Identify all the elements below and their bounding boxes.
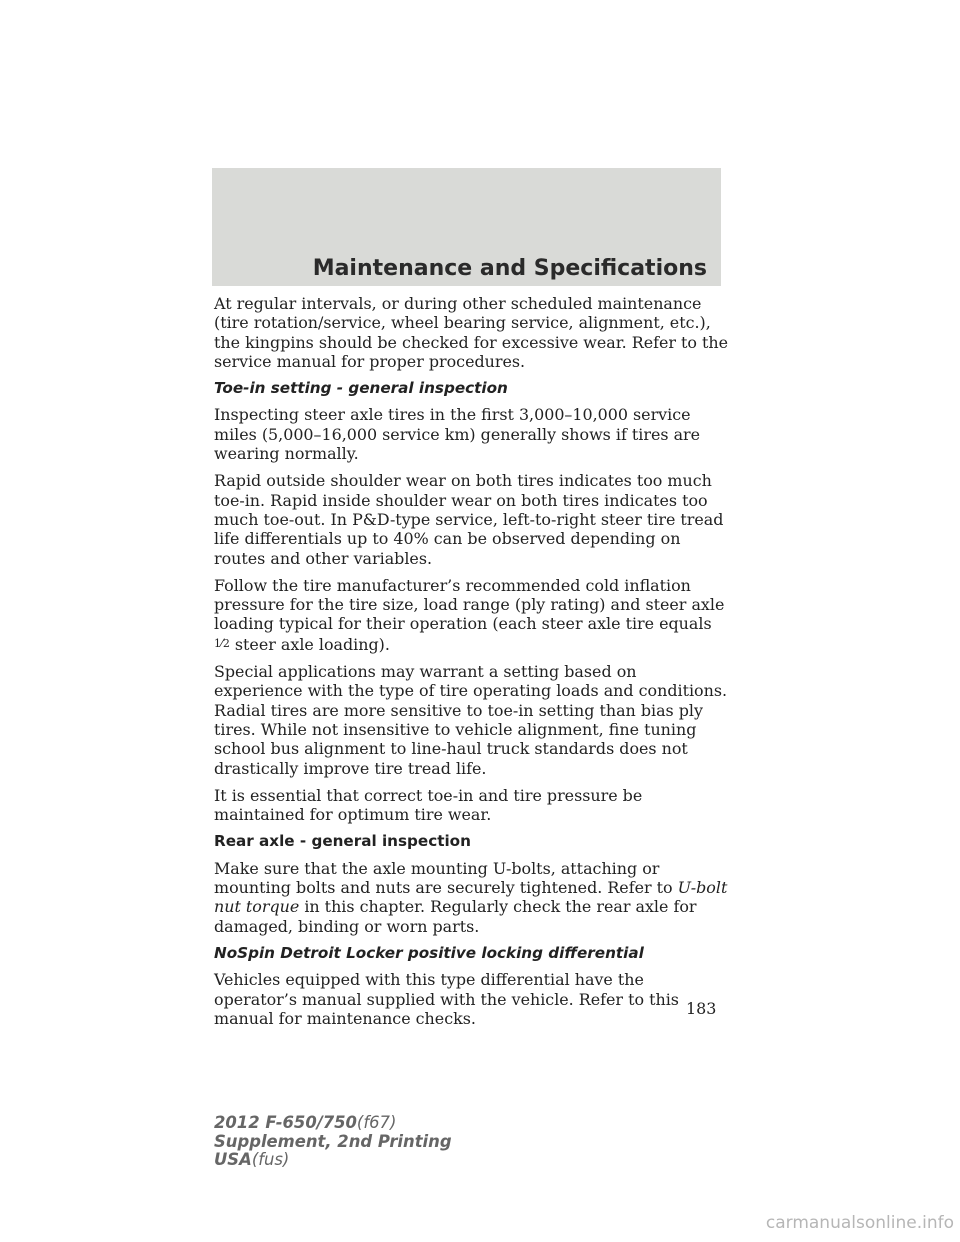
heading-toe-in: Toe-in setting - general inspection [214,379,508,398]
page-body [214,294,730,1036]
paragraph-special-applications: Special applications may warrant a setting based on experience with the type of tire operating loads and conditions. Radial tires are more sensitive to toe-in setting than bias ply tires. While not insensitive to vehicle alignment, fine tuning school bus alignment to line-haul truck standards does not drastically improve tire tread life. [214,662,728,778]
paragraph-inflation [214,576,730,654]
paragraph-nospin: Vehicles equipped with this type differential have the operator’s manual supplied with the vehicle. Refer to this manual for maintenance checks. [214,970,679,1028]
footer-market: USA [214,1150,252,1169]
paragraph-rear-axle [214,859,730,936]
rear-axle-text-end: in this chapter. Regularly check the rear axle for damaged, binding or worn parts. [214,897,697,936]
inflation-text-end: steer axle loading). [229,634,390,654]
footer-line-market [214,1151,452,1170]
heading-rear-axle: Rear axle - general inspection [214,832,471,851]
section-header-band [212,168,721,286]
footer-market-code: (fus) [251,1150,290,1169]
footer-line-supplement: Supplement, 2nd Printing [214,1131,452,1151]
ubolt-torque-reference: U-bolt nut torque [214,878,728,917]
document-footer [214,1114,452,1170]
heading-nospin-differential: NoSpin Detroit Locker positive locking differential [214,943,644,962]
paragraph-steer-tires: Inspecting steer axle tires in the first 3,000–10,000 service miles (5,000–16,000 service km) generally shows if tires are wearing normally. [214,405,701,464]
page-number: 183 [686,999,717,1018]
footer-model-code: (f67) [356,1113,397,1132]
paragraph-shoulder-wear: Rapid outside shoulder wear on both tires indicates too much toe-in. Rapid inside shoulder wear on both tires indicates too much toe-out. In P&D-type service, left-to-right steer tire tread life differentials up to 40% can be observed depending on routes and other variables. [214,471,724,568]
footer-line-model [214,1114,452,1133]
paragraph-toe-in-pressure: It is essential that correct toe-in and tire pressure be maintained for optimum tire wear. [214,785,643,825]
footer-model: 2012 F-650/750 [214,1113,357,1132]
paragraph-kingpins: At regular intervals, or during other scheduled maintenance (tire rotation/service, wheel bearing service, alignment, etc.), the kingpins should be checked for excessive wear. Refer to the service manual for proper procedures. [214,294,729,371]
rear-axle-text-start: Make sure that the axle mounting U-bolts, attaching or mounting bolts and nuts are securely tightened. Refer to [214,858,678,898]
fraction-half: 1⁄2 [214,636,230,650]
section-title: Maintenance and Specifications [312,256,707,281]
inflation-text-start: Follow the tire manufacturer’s recommended cold inflation pressure for the tire size, load range (ply rating) and steer axle loading typical for their operation (each steer axle tire equals [214,575,725,634]
watermark: carmanualsonline.info [765,1213,954,1233]
